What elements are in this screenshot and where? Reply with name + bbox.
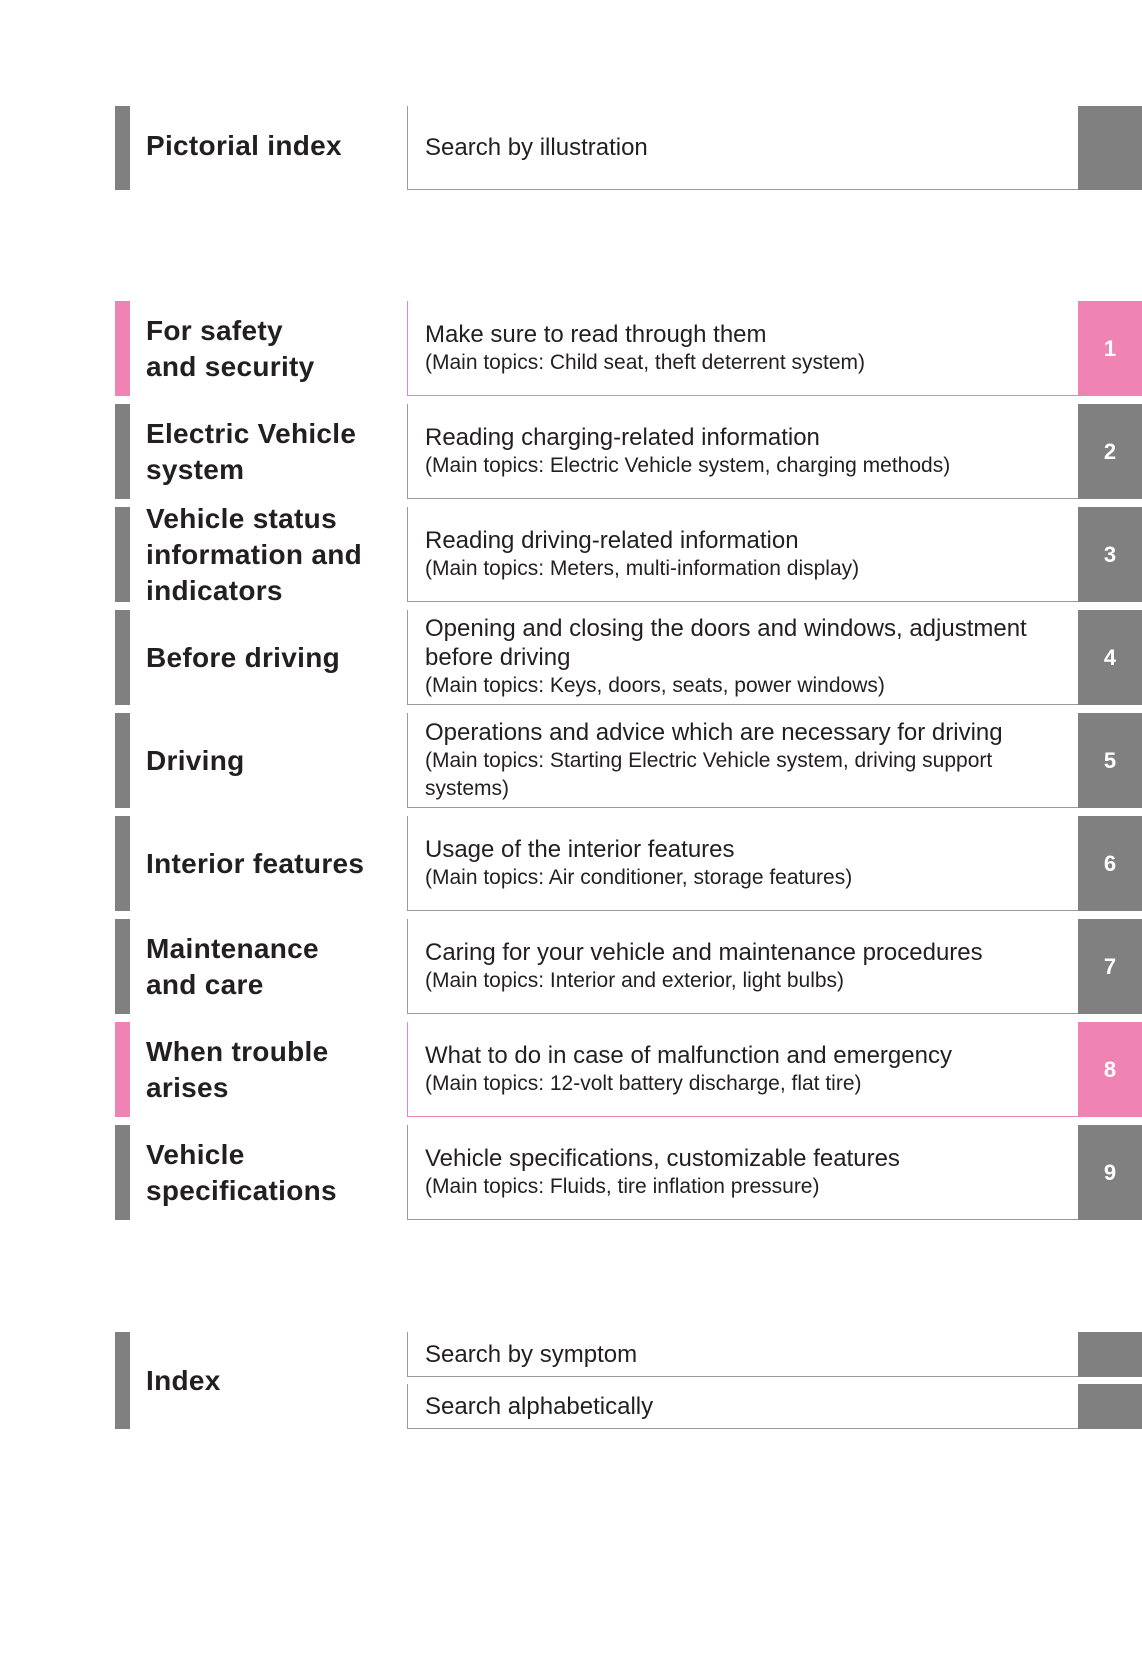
section-marker [115, 919, 130, 1014]
chapter-title: When trouble arises [146, 1035, 329, 1103]
section-marker [115, 301, 130, 396]
chapter-topics: (Main topics: Keys, doors, seats, power windows) [425, 674, 885, 697]
chapter-title: Vehicle specifications [146, 1138, 337, 1206]
section-marker [115, 507, 130, 602]
chapter-title: Before driving [146, 641, 341, 673]
chapter-topics: (Main topics: Electric Vehicle system, charging methods) [425, 453, 951, 477]
section-marker [115, 610, 130, 705]
chapter-description[interactable] [407, 301, 1078, 396]
chapter-description[interactable] [407, 1022, 1078, 1117]
pictorial-index-row[interactable] [0, 106, 1142, 190]
chapter-description[interactable] [407, 404, 1078, 499]
index-item-alphabetical[interactable] [407, 1384, 1142, 1429]
chapter-heading: Reading charging-related information [425, 423, 820, 451]
chapter-title: Driving [146, 744, 245, 776]
chapter-heading: Vehicle specifications, customizable features [425, 1144, 900, 1172]
chapter-description[interactable] [407, 507, 1078, 602]
section-marker [115, 1022, 130, 1117]
index-item-label: Search by symptom [425, 1340, 638, 1368]
chapter-tab-4[interactable]: 4 [1078, 610, 1142, 705]
index-title: Index [146, 1364, 221, 1396]
chapter-description[interactable] [407, 1125, 1078, 1220]
section-marker [115, 1125, 130, 1220]
chapter-tab-8[interactable]: 8 [1078, 1022, 1142, 1117]
section-marker [115, 106, 130, 190]
chapter-heading: Make sure to read through them [425, 320, 767, 348]
chapter-topics: (Main topics: Fluids, tire inflation pressure) [425, 1174, 820, 1198]
chapter-heading: Usage of the interior features [425, 835, 735, 863]
index-item-label: Search alphabetically [425, 1392, 654, 1420]
chapter-title: For safety and security [146, 314, 315, 382]
chapter-topics: (Main topics: Starting Electric Vehicle system, driving support systems) [425, 748, 993, 800]
chapter-topics: (Main topics: Air conditioner, storage features) [425, 865, 853, 889]
pictorial-index-box[interactable] [407, 106, 1078, 190]
pictorial-index-tab[interactable] [1078, 106, 1142, 190]
chapter-title: Electric Vehicle system [146, 417, 357, 485]
chapter-tab-2[interactable]: 2 [1078, 404, 1142, 499]
chapter-tab-1[interactable]: 1 [1078, 301, 1142, 396]
pictorial-index-description: Search by illustration [425, 134, 648, 161]
chapter-row-5[interactable] [0, 713, 1142, 808]
index-tab-symptom[interactable] [1078, 1332, 1142, 1377]
section-marker [115, 404, 130, 499]
chapter-row-9[interactable] [0, 1125, 1142, 1220]
chapter-tab-9[interactable]: 9 [1078, 1125, 1142, 1220]
chapter-tab-6[interactable]: 6 [1078, 816, 1142, 911]
chapter-topics: (Main topics: Meters, multi-information display) [425, 556, 860, 580]
section-marker [115, 713, 130, 808]
chapter-description[interactable] [407, 919, 1078, 1014]
chapter-heading: Operations and advice which are necessary for driving [425, 718, 1003, 746]
chapter-title: Maintenance and care [146, 932, 319, 1000]
chapter-description[interactable] [407, 713, 1078, 808]
chapter-row-7[interactable] [0, 919, 1142, 1014]
chapter-row-4[interactable] [0, 610, 1142, 705]
chapter-row-1[interactable] [0, 301, 1142, 396]
section-marker [115, 1332, 130, 1429]
chapter-description[interactable] [407, 610, 1078, 705]
chapter-heading: Caring for your vehicle and maintenance procedures [425, 938, 983, 966]
chapter-heading: What to do in case of malfunction and emergency [425, 1041, 952, 1069]
chapter-description[interactable] [407, 816, 1078, 911]
index-tab-alphabetical[interactable] [1078, 1384, 1142, 1429]
index-item-box[interactable] [407, 1384, 1078, 1429]
index-item-box[interactable] [407, 1332, 1078, 1377]
chapter-title: Interior features [146, 847, 365, 879]
chapter-heading: Reading driving-related information [425, 526, 799, 554]
chapter-title: Vehicle status information and indicators [146, 502, 363, 606]
chapter-row-3[interactable] [0, 502, 1142, 606]
chapter-tab-5[interactable]: 5 [1078, 713, 1142, 808]
chapter-row-6[interactable] [0, 816, 1142, 911]
chapter-topics: (Main topics: Interior and exterior, light bulbs) [425, 968, 845, 992]
section-marker [115, 816, 130, 911]
index-item-symptom[interactable] [407, 1332, 1142, 1377]
chapter-heading: Opening and closing the doors and windows, adjustment before driving [425, 615, 1027, 671]
chapter-tab-7[interactable]: 7 [1078, 919, 1142, 1014]
pictorial-index-title: Pictorial index [146, 130, 342, 161]
index-row [0, 1332, 1142, 1429]
chapter-tab-3[interactable]: 3 [1078, 507, 1142, 602]
chapter-topics: (Main topics: 12-volt battery discharge, flat tire) [425, 1071, 862, 1095]
chapter-topics: (Main topics: Child seat, theft deterrent system) [425, 350, 866, 374]
chapter-row-8[interactable] [0, 1022, 1142, 1117]
chapter-row-2[interactable] [0, 404, 1142, 499]
